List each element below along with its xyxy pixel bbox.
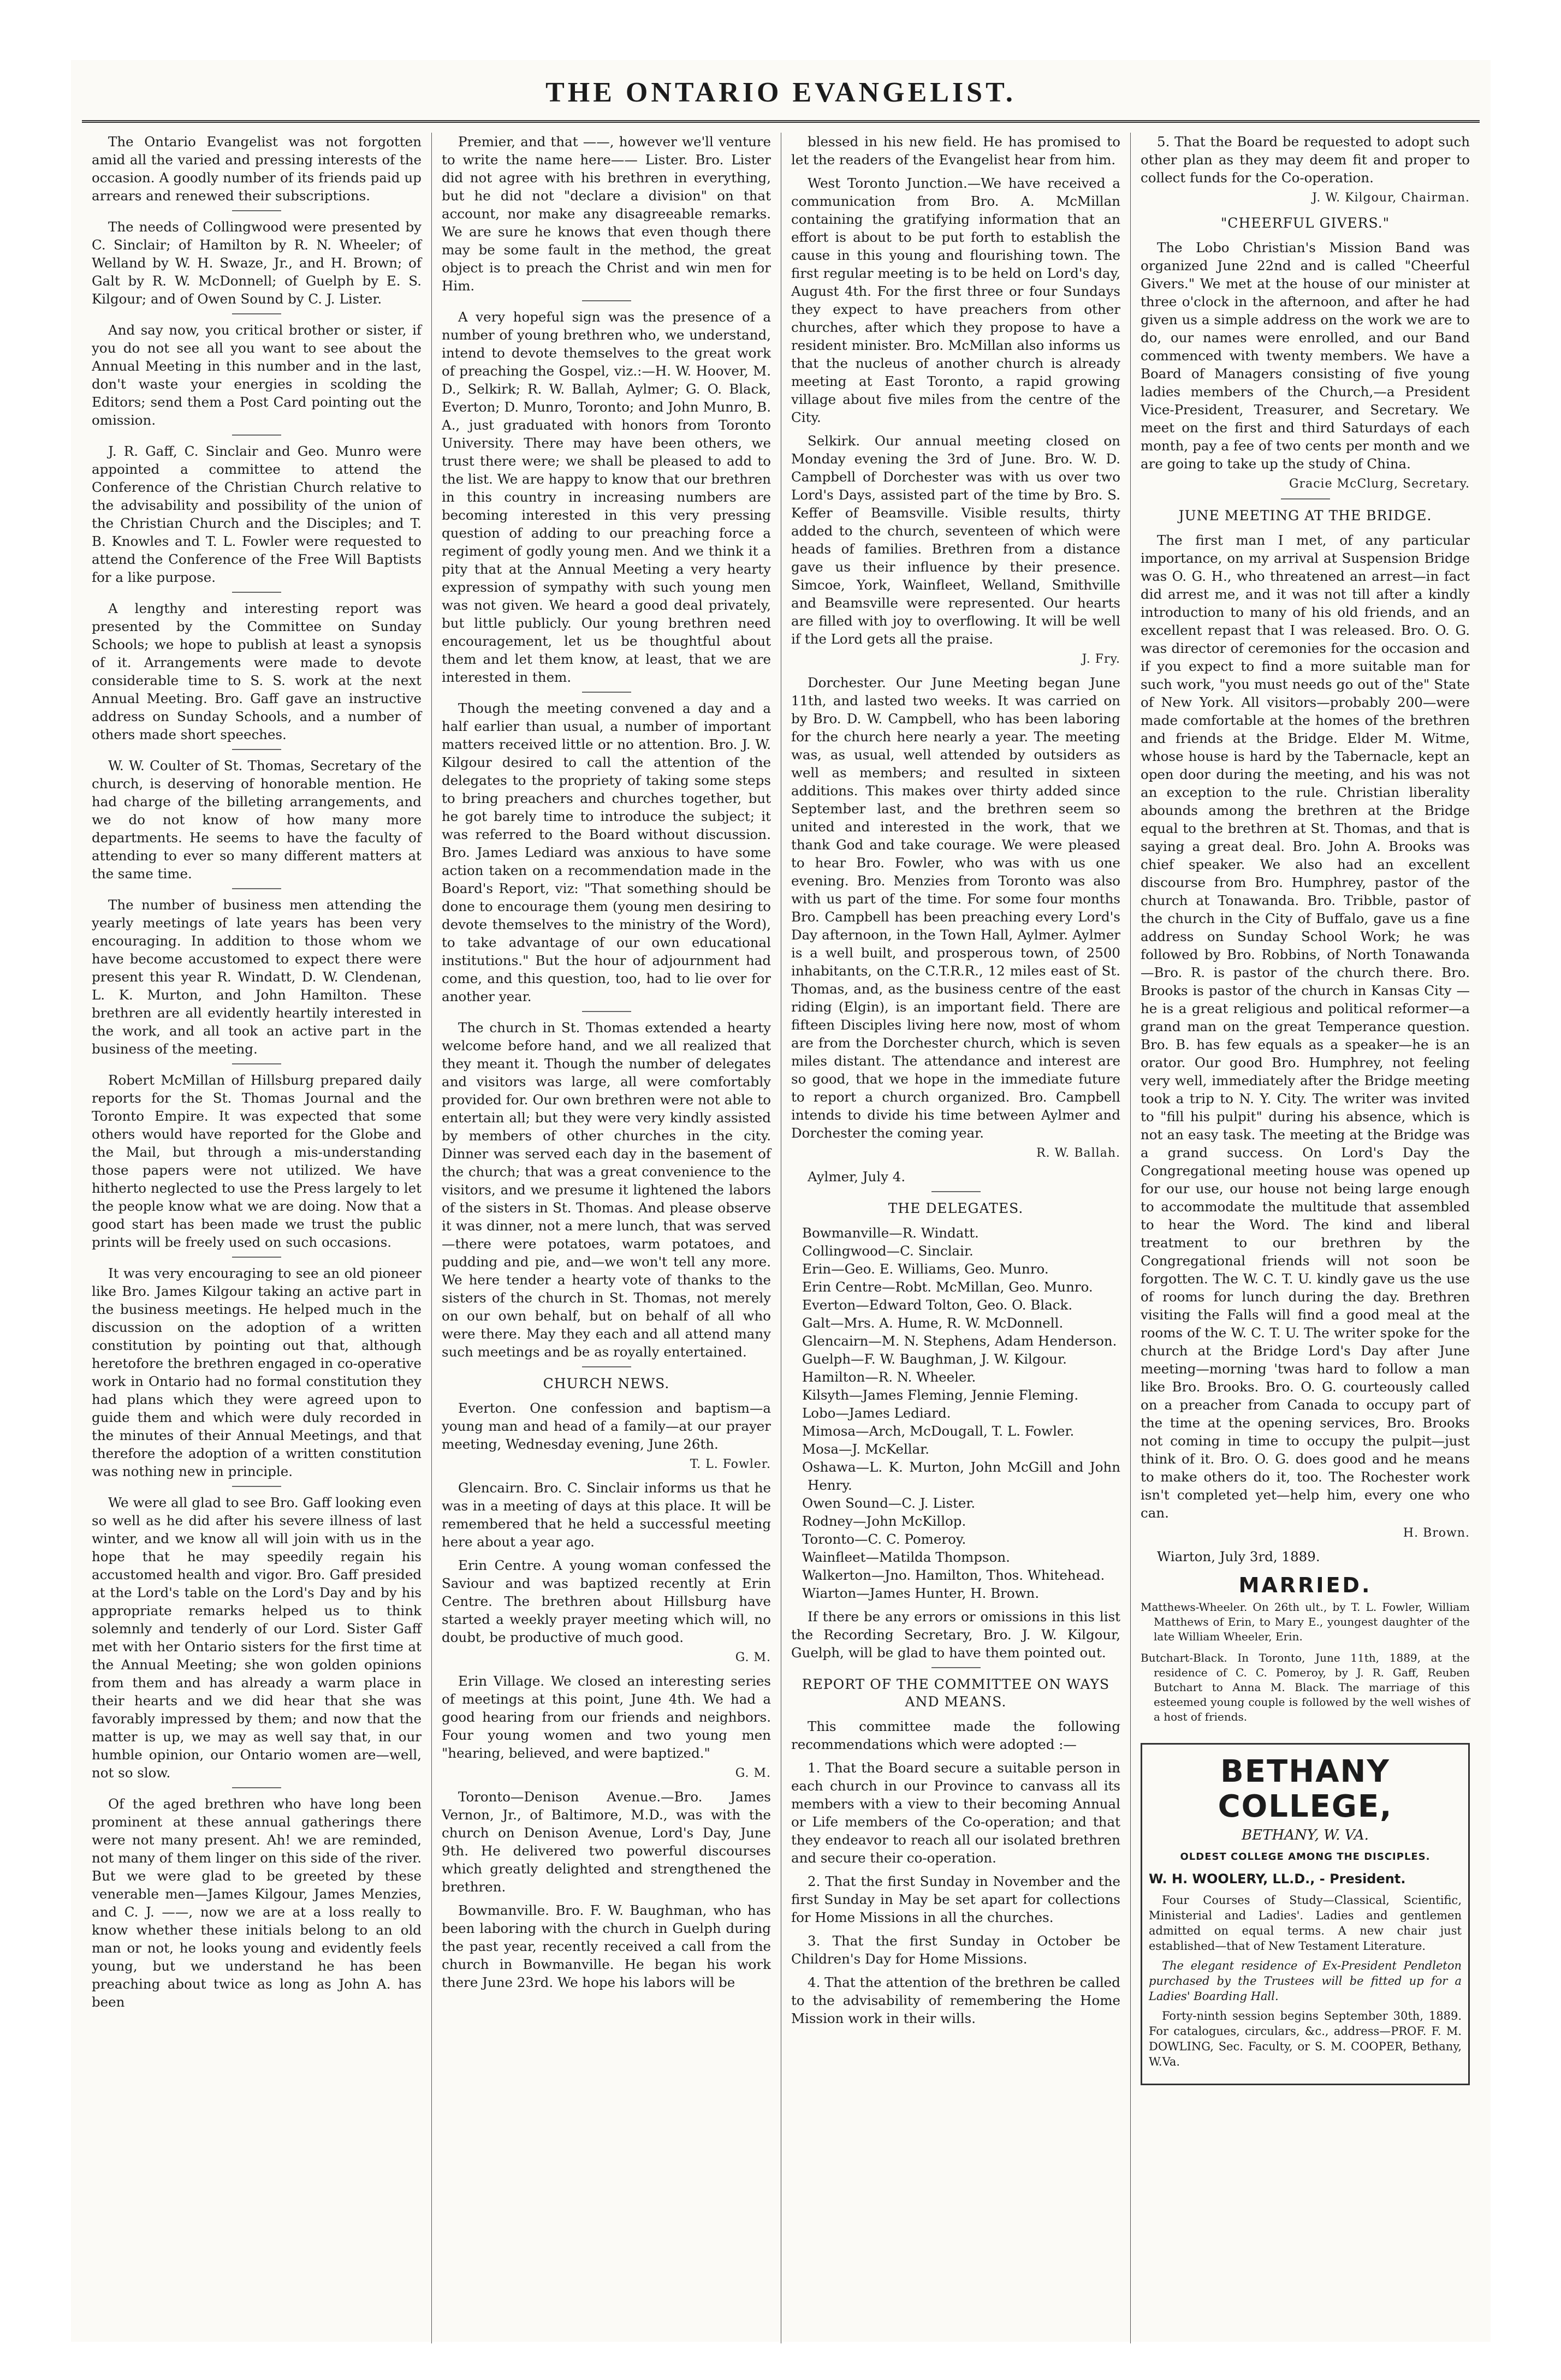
article-paragraph: The first man I met, of any particular importance, on my arrival at Suspension Bridge was O. G. H., who threatened an arrest—in fact did arrest me, and it was not till after a kindly introduction to many of his old friends, and an excellent repast that I was released. Bro. O. G. was director of ceremonies for the occasion and if you expect to find a more suitable man for such work, "you must needs go out of the" State of New York. All visitors—probably 200—were made comfortable at the homes of the brethren and friends at the Bridge. Elder M. Witme, whose house is hard by the Tabernacle, kept an open door during the meeting, and his was not an exception to the rule. Christian liberality abounds among the brethren at the Bridge equal to the brethren at St. Thomas, and that is saying a great deal. Bro. John A. Brooks was chief speaker. We also had an excellent discourse from Bro. Humphrey, pastor of the church at Tonawanda. Bro. Tribble, pastor of the church in the City of Buffalo, gave us a fine address on Sunday School Work; he was followed by Bro. Robbins, of North Tonawanda —Bro. R. is pastor of the church there. Bro. Brooks is pastor of the church in Kansas City —he is a great religious and political reformer—a grand man on the great Temperance question. Bro. B. has few equals as a speaker—he is an orator. Our good Bro. Humphrey, not feeling very well, immediately after the Bridge meeting took a trip to N. Y. City. The writer was invited to "fill his pulpit" during his absence, which is not an easy task. The meeting at the Bridge was a grand success. On Lord's Day the Congregational meeting house was opened up for our use, our house not being large enough to accommodate the multitude that assembled to hear the Word. The kind and liberal treatment to our brethren by the Congregational friends will not soon be forgotten. The W. C. T. U. kindly gave us the use of rooms for lunch during the day. Brethren visiting the Falls will find a good meal at the rooms of the W. C. T. U. The writer spoke for the church at the Bridge Lord's Day after June meeting—morning 'twas hard to follow a man like Bro. Brooks. Bro. O. G. courteously called on a preacher from Canada to occupy part of the time at the opening services, Bro. Brooks not coming in time to occupy the pulpit—just think of it. Bro. O. G. does good and he means to make others do it, too. The Rochester work isn't completed yet—help him, every one who can. [1141,532,1470,1521]
separator-rule [1281,498,1330,499]
section-heading-cheerful-givers: "CHEERFUL GIVERS." [1220,215,1390,231]
report-signature: J. W. Kilgour, Chairman. [1312,191,1470,205]
section-heading-married: MARRIED. [1238,1573,1372,1597]
article-signature: Gracie McClurg, Secretary. [1289,477,1470,491]
separator-rule [232,592,281,593]
separator-rule [582,300,631,301]
ad-paragraph: Forty-ninth session begins September 30th, 1889. For catalogues, circulars, &c., address—PROF. F. M. DOWLING, Sec. Faculty, or S. M. COOPER, Bethany, W.Va. [1149,2009,1462,2068]
article-paragraph: The church in St. Thomas extended a hearty welcome before hand, and we all realized that they meant it. Though the number of delegates and visitors was large, all were comfortably provided for. Our own brethren were not able to entertain all; but they were very kindly assisted by members of other churches in the city. Dinner was served each day in the basement of the church; that was a great convenience to the visitors, and we presume it lightened the labors of the sisters in St. Thomas. And please observe it was dinner, not a mere lunch, that was served —there were potatoes, warm potatoes, and pudding and pie, and—we won't tell any more. We here tender a hearty vote of thanks to the sisters of the church in St. Thomas, not merely on our own behalf, but on behalf of all who were there. May they each and all attend many such meetings and be as royally entertained. [442,1020,771,1360]
news-signature: R. W. Ballah. [1036,1146,1120,1160]
list-item: Hamilton—R. N. Wheeler. [802,1369,976,1385]
separator-rule [232,1257,281,1258]
report-item: 5. That the Board be requested to adopt such other plan as they may deem fit and proper to collect funds for the Co-operation. [1141,134,1470,186]
delegates-list [791,1224,1120,1602]
report-item: 3. That the first Sunday in October be Children's Day for Home Missions. [791,1933,1120,1967]
separator-rule [582,692,631,693]
article-paragraph: The Lobo Christian's Mission Band was organized June 22nd and is called "Cheerful Givers." We met at the house of our minister at three o'clock in the afternoon, and after he had given us a simple address on the work we are to do, our names were enrolled, and our Band commenced with twenty members. We have a Board of Managers consisting of five young ladies members of the Church,—a President Vice-President, Treasurer, and Secretary. We meet on the first and third Saturdays of each month, pay a fee of two cents per month and we are going to take up the study of China. [1141,240,1470,472]
news-item: blessed in his new field. He has promised to let the readers of the Evangelist hear from him. [791,134,1120,168]
column-3 [781,133,1130,2343]
article-paragraph: A lengthy and interesting report was presented by the Committee on Sunday Schools; we hope to publish at least a synopsis of it. Arrangements were made to devote considerable time to S. S. work at the next Annual Meeting. Bro. Gaff gave an instructive address on Sunday Schools, and a number of others made short speeches. [92,600,422,742]
section-heading-june-meeting: JUNE MEETING AT THE BRIDGE. [1178,508,1432,523]
bethany-college-ad [1141,1743,1470,2085]
column-4 [1130,133,1480,2343]
ad-location: BETHANY, W. VA. [1242,1827,1369,1843]
news-item: Glencairn. Bro. C. Sinclair informs us that he was in a meeting of days at this place. It will be remembered that he held a successful meeting here about a year ago. [442,1480,771,1550]
list-item: Wainfleet—Matilda Thompson. [802,1549,1010,1565]
ad-title: BETHANY COLLEGE, [1218,1754,1393,1824]
separator-rule [232,749,281,750]
list-item: Guelph—F. W. Baughman, J. W. Kilgour. [802,1351,1067,1367]
separator-rule [232,1787,281,1788]
article-paragraph: A very hopeful sign was the presence of a number of young brethren who, we understand, intend to devote themselves to the great work of preaching the Gospel, viz.:—H. W. Hoover, M. D., Selkirk; R. W. Ballah, Aylmer; G. O. Black, Everton; D. Munro, Toronto; and John Munro, B. A., just graduated with honors from Toronto University. There may have been others, we trust there were; we shall be pleased to add to the list. We are happy to know that our brethren in this country in increasing numbers are becoming interested in this very pressing question of adding to our preaching force a regiment of godly young men. And we think it a pity that at the Annual Meeting a very hearty expression of sympathy with such young men was not given. We heard a good deal privately, but little publicly. Our young brethren need encouragement, let us be thoughtful about them and let them know, at least, that we are interested in them. [442,309,771,685]
report-item: 1. That the Board secure a suitable person in each church in our Province to canvass all its members with a view to their becoming Annual or Life members of the Co-operation; and that they endeavor to reach all our isolated brethren and secure their co-operation. [791,1760,1120,1866]
separator-rule [931,1667,981,1668]
delegates-note: If there be any errors or omissions in this list the Recording Secretary, Bro. J. W. Kilgour, Guelph, will be glad to have them pointed out. [791,1609,1120,1661]
list-item: Lobo—James Lediard. [802,1405,951,1421]
article-paragraph: Though the meeting convened a day and a half earlier than usual, a number of important matters received little or no attention. Bro. J. W. Kilgour desired to call the attention of the delegates to the propriety of taking some steps to bring preachers and churches together, but he got barely time to introduce the subject; it was referred to the Board without discussion. Bro. James Lediard was anxious to have some action taken on a recommendation made in the Board's Report, viz: "That something should be done to encourage them (young men desiring to devote themselves to the ministry of the Word), to take advantage of our own educational institutions." But the hour of adjournment had come, and this question, too, had to lie over for another year. [442,700,771,1004]
column-1 [82,133,431,2343]
news-signature: G. M. [735,1651,771,1664]
ad-paragraph: The elegant residence of Ex-President Pendleton purchased by the Trustees will be fitted up for a Ladies' Boarding Hall. [1149,1959,1462,2003]
report-intro: This committee made the following recommendations which were adopted :— [791,1718,1120,1752]
list-item: Mosa—J. McKellar. [802,1441,930,1457]
separator-rule [582,1366,631,1367]
report-item: 4. That the attention of the brethren be called to the advisability of remembering the Home Mission work in their wills. [791,1974,1120,2026]
ad-paragraph: Four Courses of Study—Classical, Scientific, Ministerial and Ladies'. Ladies and gentlemen admitted on equal terms. A new chair just established—that of New Testament Literature. [1149,1894,1462,1953]
news-dateline: Aylmer, July 4. [808,1169,906,1185]
ad-tagline: OLDEST COLLEGE AMONG THE DISCIPLES. [1180,1851,1431,1863]
article-paragraph: The Ontario Evangelist was not forgotten amid all the varied and pressing interests of the occasion. A goodly number of its friends paid up arrears and renewed their subscriptions. [92,134,422,204]
section-heading-report: REPORT OF THE COMMITTEE ON WAYS AND MEANS. [802,1676,1110,1710]
list-item: Owen Sound—C. J. Lister. [802,1495,976,1511]
list-item: Bowmanville—R. Windatt. [802,1225,979,1241]
article-paragraph: The needs of Collingwood were presented by C. Sinclair; of Hamilton by R. N. Wheeler; of Welland by W. H. Swaze, Jr., and H. Brown; of Galt by R. W. McDonnell; of Guelph by E. S. Kilgour; and of Owen Sound by C. J. Lister. [92,219,422,307]
news-signature: G. M. [735,1766,771,1780]
report-item: 2. That the first Sunday in November and the first Sunday in May be set apart for collections for Home Missions in all the churches. [791,1873,1120,1925]
list-item: Erin Centre—Robt. McMillan, Geo. Munro. [802,1279,1093,1295]
list-item: Kilsyth—James Fleming, Jennie Fleming. [802,1387,1079,1403]
list-item: Everton—Edward Tolton, Geo. O. Black. [802,1297,1073,1313]
news-item: Erin Village. We closed an interesting series of meetings at this point, June 4th. We had a good hearing from our friends and neighbors. Four young women and two young men "hearing, believed, and were baptized." [442,1673,771,1761]
news-item: Everton. One confession and baptism—a young man and head of a family—at our prayer meeting, Wednesday evening, June 26th. [442,1400,771,1452]
separator-rule [931,1191,981,1192]
ad-president: W. H. WOOLERY, LL.D., - President. [1149,1871,1406,1887]
newspaper-page [71,60,1491,2342]
article-paragraph: Of the aged brethren who have long been prominent at these annual gatherings there were not many present. Ah! we are reminded, not many of them linger on this side of the river. But we were glad to be greeted by these venerable men—James Kilgour, James Menzies, and C. J. ——, now we are at a loss really to know whether these initials belong to an old man or not, he looks young and evidently feels young, but we understand he has been preaching about twice as long as John A. has been [92,1796,422,2010]
list-item: Oshawa—L. K. Murton, John McGill and John Henry. [802,1459,1120,1493]
article-paragraph: It was very encouraging to see an old pioneer like Bro. James Kilgour taking an active part in the business meetings. He helped much in the discussion on the adoption of a written constitution by pointing out that, although heretofore the brethren engaged in co-operative work in Ontario had no formal constitution they had plans which they were agreed upon to guide them and which were duly recorded in the minutes of their Annual Meetings, and that therefore the adoption of a written constitution was nothing new in principle. [92,1265,422,1479]
separator-rule [582,1011,631,1012]
list-item: Erin—Geo. E. Williams, Geo. Munro. [802,1261,1049,1277]
list-item: Toronto—C. C. Pomeroy. [802,1531,966,1547]
separator-rule [232,313,281,314]
list-item: Glencairn—M. N. Stephens, Adam Henderson. [802,1333,1117,1349]
news-item: Selkirk. Our annual meeting closed on Monday evening the 3rd of June. Bro. W. D. Campbell of Dorchester was with us over two Lord's Days, assisted part of the time by Bro. S. Keffer of Beamsville. Visible results, thirty added to the church, seventeen of which were heads of families. Brethren from a distance gave us their influence by their presence. Simcoe, York, Wainfleet, Welland, Smithville and Beamsville were represented. Our hearts are filled with joy to overflowing. It will be well if the Lord gets all the praise. [791,433,1120,647]
news-item: Erin Centre. A young woman confessed the Saviour and was baptized recently at Erin Centre. The brethren about Hillsburg have started a weekly prayer meeting which will, no doubt, be productive of much good. [442,1557,771,1645]
list-item: Rodney—John McKillop. [802,1513,966,1529]
section-heading-church-news: CHURCH NEWS. [543,1376,670,1391]
article-paragraph: J. R. Gaff, C. Sinclair and Geo. Munro were appointed a committee to attend the Conference of the Christian Church relative to the advisability and possibility of the union of the Christian Church and the Disciples; and T. B. Knowles and T. L. Fowler were requested to attend the Conference of the Free Will Baptists for a like purpose. [92,443,422,585]
article-signature: H. Brown. [1403,1526,1470,1540]
article-dateline: Wiarton, July 3rd, 1889. [1157,1549,1320,1564]
separator-rule [232,210,281,211]
news-item: Bowmanville. Bro. F. W. Baughman, who has been laboring with the church in Guelph during the past year, recently received a call from the church in Bowmanville. He began his work there June 23rd. We hope his labors will be [442,1902,771,1990]
marriage-notice: Matthews-Wheeler. On 26th ult., by T. L. Fowler, William Matthews of Erin, to Mary E., youngest daughter of the late William Wheeler, Erin. [1141,1600,1470,1643]
article-paragraph: The number of business men attending the yearly meetings of late years has been very encouraging. In addition to those whom we have become accustomed to expect there were present this year R. Windatt, D. W. Clendenan, L. K. Murton, and John Hamilton. These brethren are all evidently heartily interested in the work, and all took an active part in the business of the meeting. [92,897,422,1057]
separator-rule [232,435,281,436]
article-paragraph: Robert McMillan of Hillsburg prepared daily reports for the St. Thomas Journal and the Toronto Empire. It was expected that some others would have reported for the Globe and the Mail, but through a mis-understanding those papers were not utilized. We have hitherto neglected to use the Press largely to let the people know what we are doing. Now that a good start has been made we trust the public prints will be freely used on such occasions. [92,1072,422,1250]
separator-rule [232,1063,281,1064]
article-paragraph: And say now, you critical brother or sister, if you do not see all you want to see about the Annual Meeting in this number and in the last, don't waste your energies in scolding the Editors; send them a Post Card pointing out the omission. [92,322,422,428]
list-item: Wiarton—James Hunter, H. Brown. [802,1585,1040,1601]
list-item: Mimosa—Arch, McDougall, T. L. Fowler. [802,1423,1075,1439]
article-paragraph: Premier, and that ——, however we'll venture to write the name here—— Lister. Bro. Lister did not agree with his brethren in everything, but he did not "declare a division" on that account, nor make any disagreeable remarks. We are sure he knows that even though there may be some fault in the method, the great object is to preach the Christ and win men for Him. [442,134,771,294]
list-item: Collingwood—C. Sinclair. [802,1243,974,1259]
separator-rule [232,1486,281,1487]
marriage-notice: Butchart-Black. In Toronto, June 11th, 1889, at the residence of C. C. Pomeroy, by J. R. Gaff, Reuben Butchart to Anna M. Black. The marriage of this esteemed young couple is followed by the well wishes of a host of friends. [1141,1651,1470,1723]
section-heading-delegates: THE DELEGATES. [888,1200,1024,1216]
news-item: Dorchester. Our June Meeting began June 11th, and lasted two weeks. It was carried on by Bro. D. W. Campbell, who has been laboring for the church here nearly a year. The meeting was, as usual, well attended by outsiders as well as members; and resulted in sixteen additions. This makes over thirty added since September last, and the brethren seem so united and interested in the work, that we thank God and take courage. We were pleased to hear Bro. Fowler, who was with us one evening. Bro. Menzies from Toronto was also with us part of the time. For some four months Bro. Campbell has been preaching every Lord's Day afternoon, in the Town Hall, Aylmer. Aylmer is a well built, and prosperous town, of 2500 inhabitants, on the C.T.R.R., 12 miles east of St. Thomas, and, as the business centre of the east riding (Elgin), is an important field. There are fifteen Disciples living here now, most of whom are from the Dorchester church, which is seven miles distant. The attendance and interest are so good, that we hope in the immediate future to report a church organized. Bro. Campbell intends to divide his time between Aylmer and Dorchester the coming year. [791,675,1120,1141]
news-signature: J. Fry. [1082,652,1120,666]
separator-rule [232,888,281,889]
list-item: Walkerton—Jno. Hamilton, Thos. Whitehead. [802,1567,1105,1583]
article-paragraph: W. W. Coulter of St. Thomas, Secretary of the church, is deserving of honorable mention. He had charge of the billeting arrangements, and we do not know of how many more departments. He seems to have the faculty of attending to ever so many different matters at the same time. [92,758,422,882]
columns [71,123,1491,2343]
news-item: Toronto—Denison Avenue.—Bro. James Vernon, Jr., of Baltimore, M.D., was with the church on Denison Avenue, Lord's Day, June 9th. He delivered two powerful discourses which greatly delighted and strengthened the brethren. [442,1789,771,1895]
news-signature: T. L. Fowler. [690,1457,771,1471]
list-item: Galt—Mrs. A. Hume, R. W. McDonnell. [802,1315,1064,1331]
column-2 [431,133,781,2343]
article-paragraph: We were all glad to see Bro. Gaff looking even so well as he did after his severe illness of last winter, and we know all will join with us in the hope that he may speedily regain his accustomed health and vigor. Bro. Gaff presided at the Lord's table on the Lord's Day and by his appropriate remarks helped us to think solemnly and tenderly of our Lord. Sister Gaff met with her Ontario sisters for the first time at the Annual Meeting; she won golden opinions from them and has already a warm place in their hearts and we did hear that she was favorably impressed by them; and now that the matter is up, we may as well say that, in our humble opinion, our Ontario women are—well, not so slow. [92,1495,422,1781]
masthead: THE ONTARIO EVANGELIST. [545,77,1016,108]
news-item: West Toronto Junction.—We have received a communication from Bro. A. McMillan containing the gratifying information that an effort is about to be put forth to establish the cause in this young and flourishing town. The first regular meeting is to be held on Lord's day, August 4th. For the first three or four Sundays they expect to have preachers from other churches, after which they propose to have a resident minister. Bro. McMillan also informs us that the nucleus of another church is already meeting at East Toronto, a rapid growing village about five miles from the centre of the City. [791,175,1120,425]
